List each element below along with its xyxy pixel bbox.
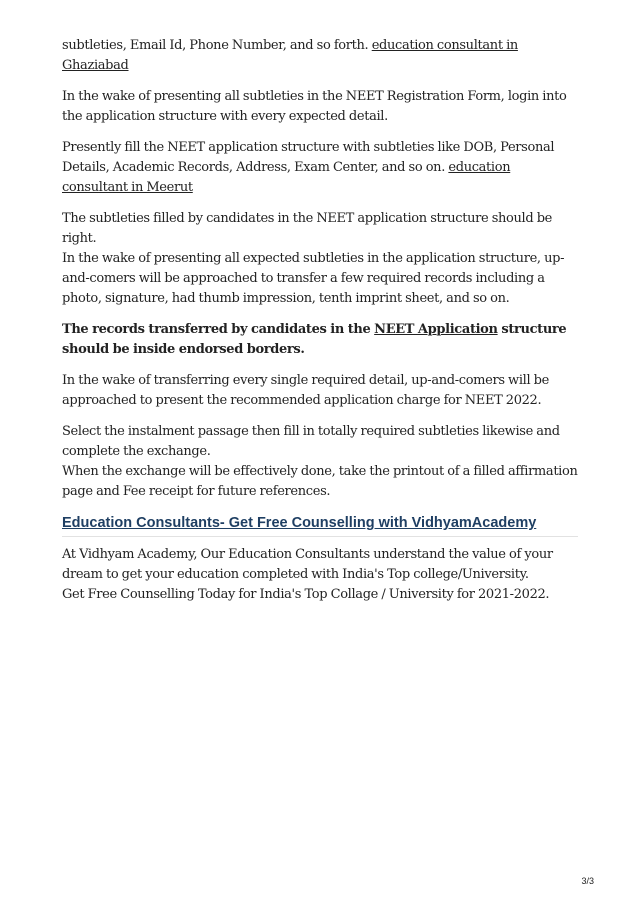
section-heading[interactable]: Education Consultants- Get Free Counselling with VidhyamAcademy	[62, 513, 578, 537]
link-education-consultant-meerut[interactable]: education consultant in Meerut	[62, 160, 511, 195]
paragraph-text: structure should be inside endorsed borders.	[62, 322, 567, 357]
paragraph-records-borders	[62, 320, 578, 360]
paragraph-upload-records	[62, 209, 578, 309]
paragraph-application-charge	[62, 371, 578, 411]
paragraph-text: Presently fill the NEET application structure with subtleties like DOB, Personal Details, Academic Records, Address, Exam Center, and so on.	[62, 140, 555, 175]
link-education-consultant-ghaziabad[interactable]: education consultant in Ghaziabad	[62, 38, 518, 73]
paragraph-line: In the wake of presenting all expected subtleties in the application structure, up-and-comers will be approached to transfer a few required records including a photo, signature, had thumb impression, tenth imprint sheet, and so on.	[62, 251, 565, 306]
paragraph-line: When the exchange will be effectively done, take the printout of a filled affirmation page and Fee receipt for future references.	[62, 464, 578, 499]
paragraph-login	[62, 87, 578, 127]
paragraph-closing	[62, 545, 578, 605]
paragraph-text: In the wake of transferring every single required detail, up-and-comers will be approached to present the recommended application charge for NEET 2022.	[62, 373, 549, 408]
paragraph-line: Select the instalment passage then fill in totally required subtleties likewise and complete the exchange.	[62, 424, 560, 459]
document-page	[62, 36, 578, 616]
paragraph-text: In the wake of presenting all subtleties in the NEET Registration Form, login into the application structure with every expected detail.	[62, 89, 567, 124]
paragraph-line: The subtleties filled by candidates in the NEET application structure should be right.	[62, 211, 553, 246]
paragraph-payment	[62, 422, 578, 502]
paragraph-fill-details	[62, 138, 578, 198]
paragraph-text: subtleties, Email Id, Phone Number, and so forth.	[62, 38, 372, 53]
page-number: 3/3	[581, 876, 594, 886]
paragraph-line: Get Free Counselling Today for India's Top Collage / University for 2021-2022.	[62, 587, 550, 602]
paragraph-text: The records transferred by candidates in the	[62, 322, 375, 337]
link-neet-application[interactable]: NEET Application	[374, 322, 498, 337]
paragraph-contact-details	[62, 36, 578, 76]
paragraph-line: At Vidhyam Academy, Our Education Consultants understand the value of your dream to get your education completed with India's Top college/University.	[62, 547, 553, 582]
